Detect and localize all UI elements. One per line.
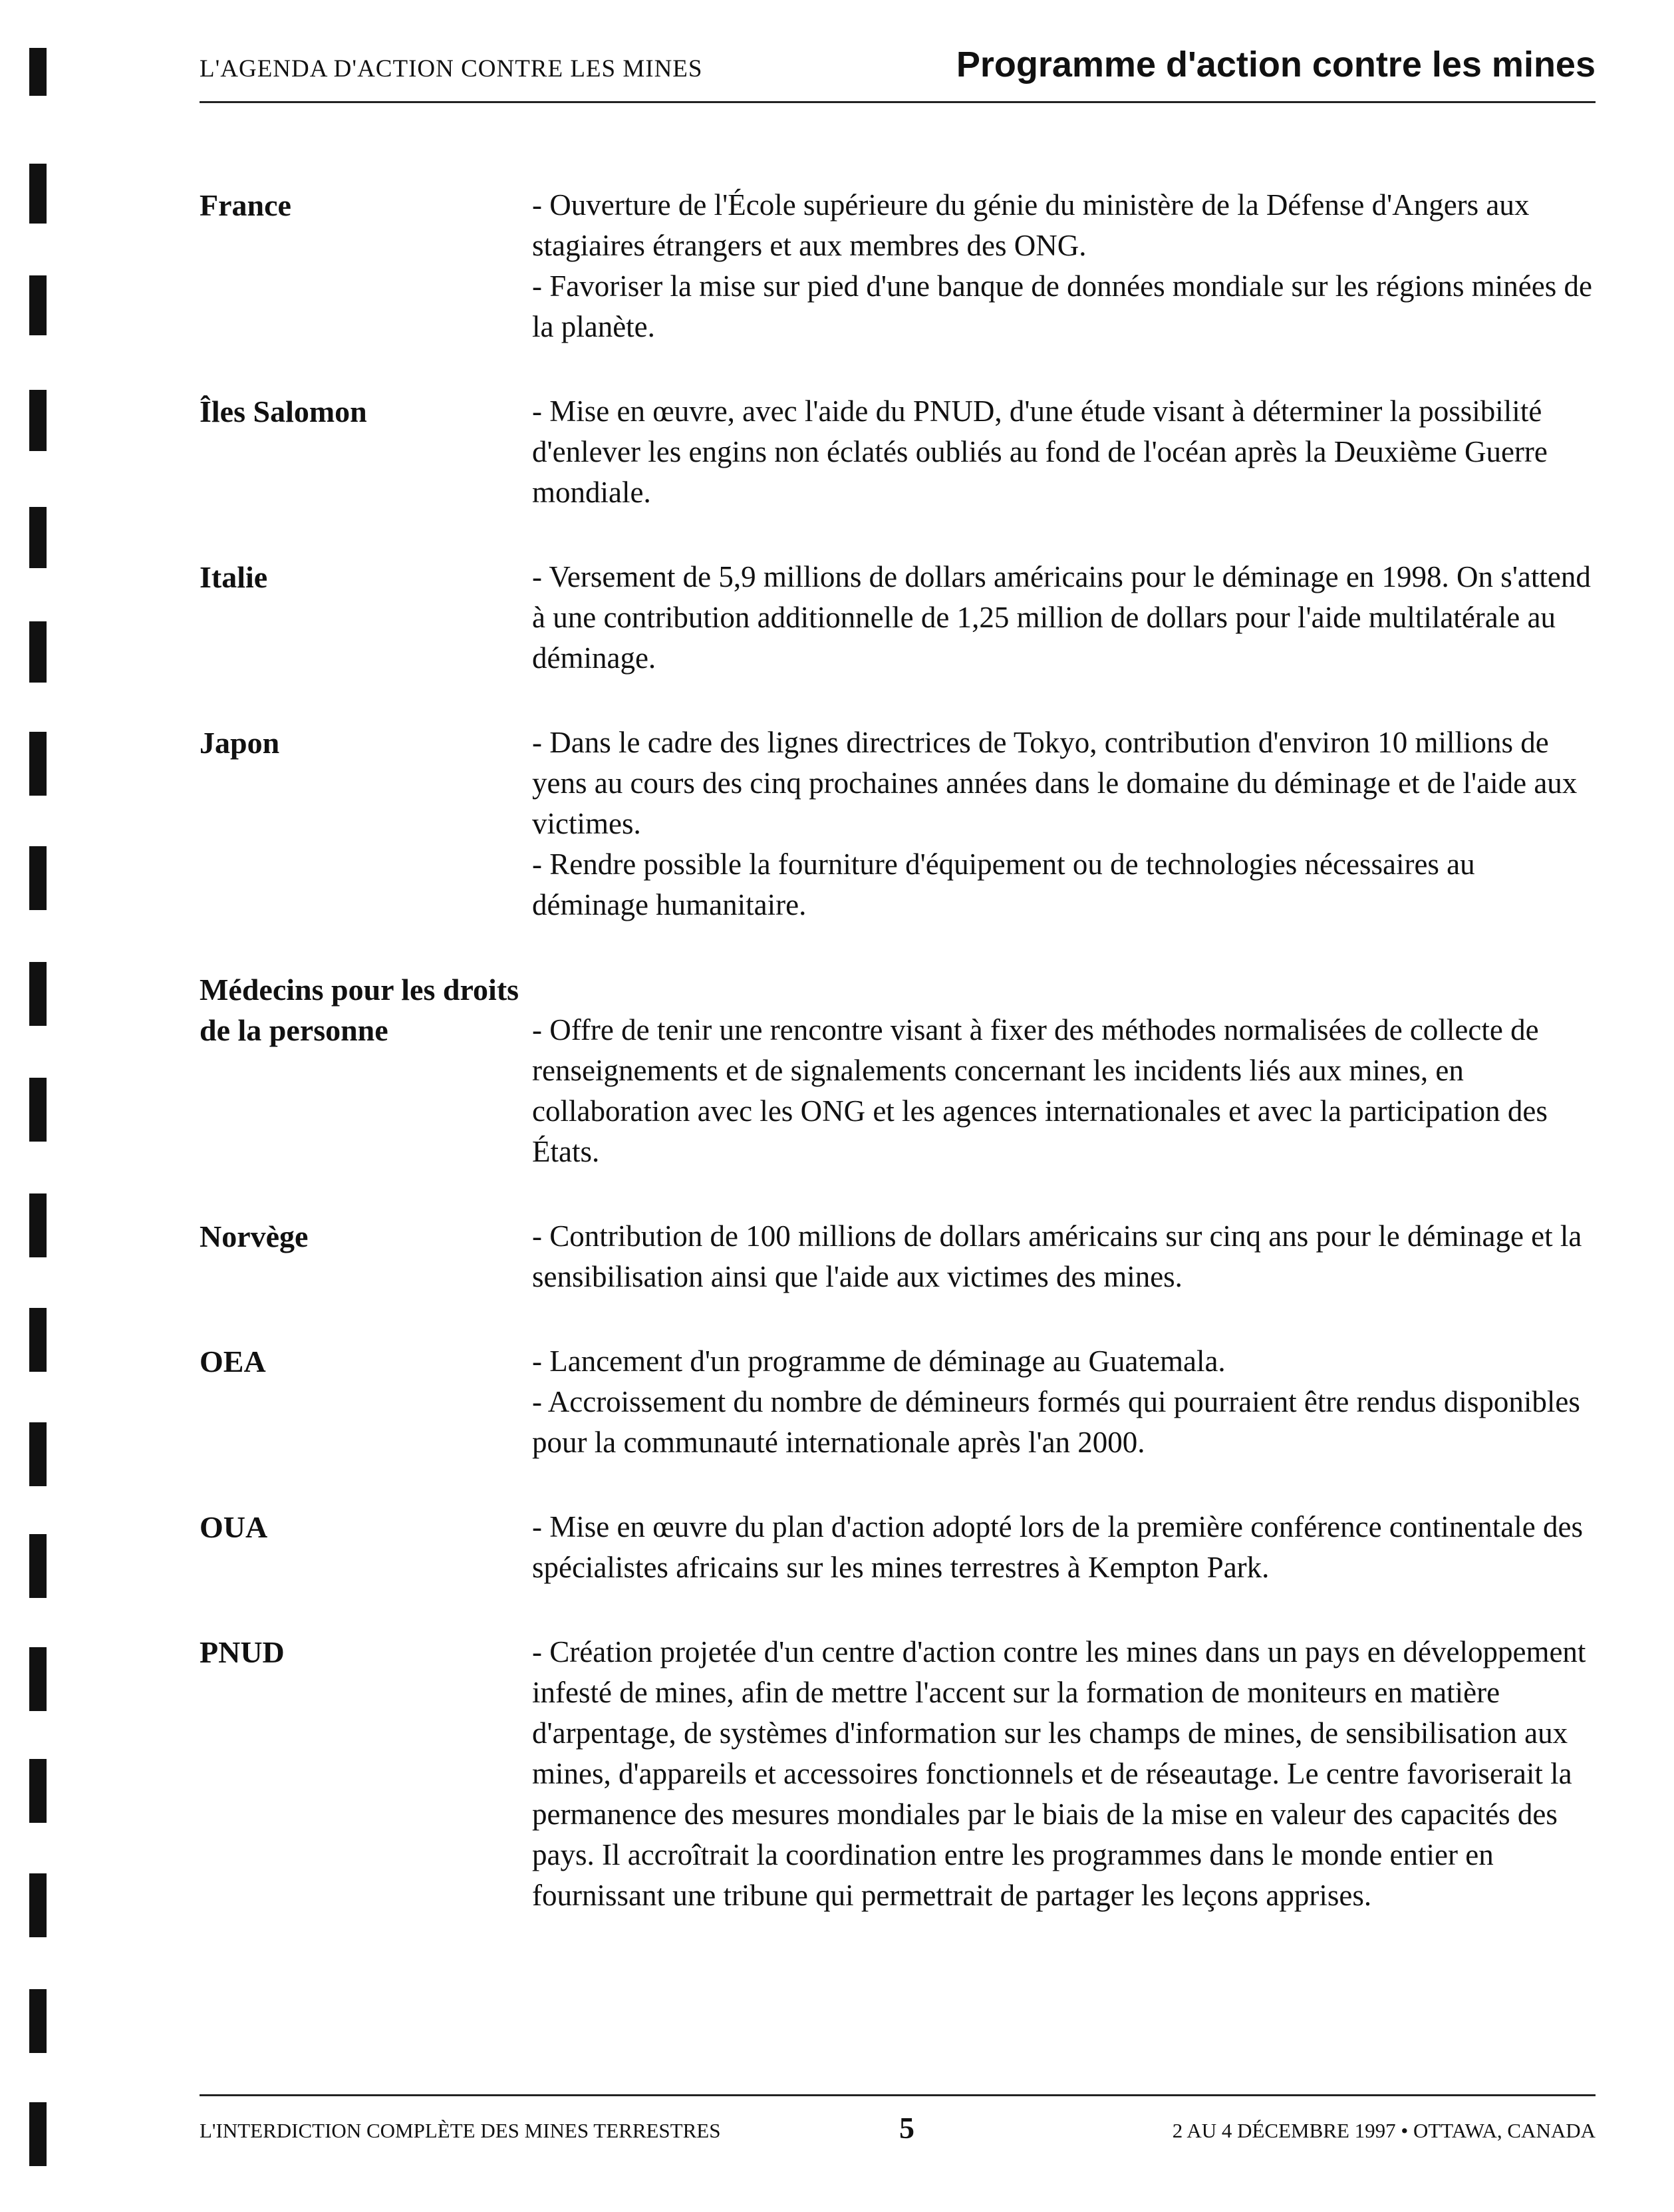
binder-hole [29, 962, 47, 1026]
entry-description [532, 969, 1594, 1172]
binder-hole [29, 1873, 47, 1937]
entry-line: - Mise en œuvre, avec l'aide du PNUD, d'une étude visant à déterminer la possibilité d'enlever les engins non éclatés oubliés au fond de l'océan après la Deuxième Guerre mondiale. [532, 395, 1548, 509]
binder-hole [29, 1078, 47, 1142]
entry-line: - Rendre possible la fourniture d'équipement ou de technologies nécessaires au déminage humanitaire. [532, 848, 1475, 921]
entry-row [200, 1632, 1594, 1916]
entry-line: - Création projetée d'un centre d'action contre les mines dans un pays en développement infesté de mines, afin de mettre l'accent sur la formation de moniteurs en matière d'arpentage, de systèmes d'information sur les champs de mines, de sensibilisation aux mines, d'appareils et accessoires fonctionnels et de réseautage. Le centre favoriserait la permanence des mesures mondiales par le biais de la mise en valeur des capacités des pays. Il accroîtrait la coordination entre les programmes dans le monde entier en fournissant une tribune qui permettrait de partager les leçons apprises. [532, 1635, 1586, 1912]
entry-name: Médecins pour les droits de la personne [200, 973, 519, 1047]
entry-description [532, 1216, 1594, 1297]
entry-name: Norvège [200, 1219, 309, 1253]
binder-hole [29, 507, 47, 568]
entry-line: - Ouverture de l'École supérieure du génie du ministère de la Défense d'Angers aux stagiaires étrangers et aux membres des ONG. [532, 188, 1530, 262]
binder-hole [29, 1308, 47, 1372]
entry-row [200, 1216, 1594, 1297]
entry-line: - Contribution de 100 millions de dollars américains sur cinq ans pour le déminage et la sensibilisation ainsi que l'aide aux victimes des mines. [532, 1219, 1582, 1293]
footer-right: 2 AU 4 DÉCEMBRE 1997 • OTTAWA, CANADA [1172, 2119, 1596, 2142]
entry-description [532, 185, 1594, 347]
entry-name: France [200, 188, 291, 222]
entry-row [200, 1507, 1594, 1588]
entry-description [532, 557, 1594, 679]
entry-line: - Mise en œuvre du plan d'action adopté lors de la première conférence continentale des spécialistes africains sur les mines terrestres à Kempton Park. [532, 1510, 1583, 1584]
binder-hole [29, 2102, 47, 2166]
entry-line: - Offre de tenir une rencontre visant à fixer des méthodes normalisées de collecte de renseignements et de signalements concernant les incidents liés aux mines, en collaboration avec les ONG et les agences internationales et avec la participation des États. [532, 1013, 1548, 1168]
footer-left: L'INTERDICTION COMPLÈTE DES MINES TERRESTRES [200, 2119, 721, 2142]
entry-row [200, 969, 1594, 1172]
entry-name: Îles Salomon [200, 395, 367, 428]
entry-row [200, 1341, 1594, 1463]
entry-row [200, 722, 1594, 925]
binder-hole [29, 390, 47, 451]
binder-hole [29, 1422, 47, 1486]
entry-line: - Accroissement du nombre de démineurs formés qui pourraient être rendus disponibles pour la communauté internationale après l'an 2000. [532, 1385, 1580, 1459]
entry-name: Italie [200, 560, 268, 594]
entry-line: - Favoriser la mise sur pied d'une banque de données mondiale sur les régions minées de la planète. [532, 269, 1592, 343]
entry-description [532, 1507, 1594, 1588]
entry-name: OEA [200, 1344, 266, 1378]
entry-description [532, 1632, 1594, 1916]
entries-list [200, 185, 1594, 1960]
entry-name: PNUD [200, 1635, 285, 1669]
header-left: L'AGENDA D'ACTION CONTRE LES MINES [200, 55, 703, 82]
page-number: 5 [899, 2111, 914, 2145]
binder-hole [29, 1534, 47, 1598]
entry-row [200, 557, 1594, 679]
entry-description [532, 1341, 1594, 1463]
binder-hole [29, 1989, 47, 2053]
binder-hole [29, 164, 47, 224]
binder-hole [29, 275, 47, 335]
binder-hole [29, 48, 47, 96]
entry-row [200, 185, 1594, 347]
entry-name: Japon [200, 726, 280, 760]
entry-line: - Lancement d'un programme de déminage au Guatemala. [532, 1344, 1226, 1378]
header-rule [200, 101, 1596, 103]
entry-description [532, 391, 1594, 513]
entry-line: - Versement de 5,9 millions de dollars américains pour le déminage en 1998. On s'attend à une contribution additionnelle de 1,25 million de dollars pour l'aide multilatérale au déminage. [532, 560, 1591, 675]
entry-row [200, 391, 1594, 513]
entry-name: OUA [200, 1510, 268, 1544]
binder-hole [29, 732, 47, 796]
binder-hole [29, 1193, 47, 1257]
entry-line: - Dans le cadre des lignes directrices de Tokyo, contribution d'environ 10 millions de yens au cours des cinq prochaines années dans le domaine du déminage et de l'aide aux victimes. [532, 726, 1578, 840]
binder-hole [29, 1647, 47, 1711]
header-title: Programme d'action contre les mines [956, 45, 1596, 84]
binder-hole [29, 846, 47, 910]
binder-hole [29, 1759, 47, 1823]
binder-hole [29, 621, 47, 683]
footer-rule [200, 2094, 1596, 2096]
entry-description [532, 722, 1594, 925]
